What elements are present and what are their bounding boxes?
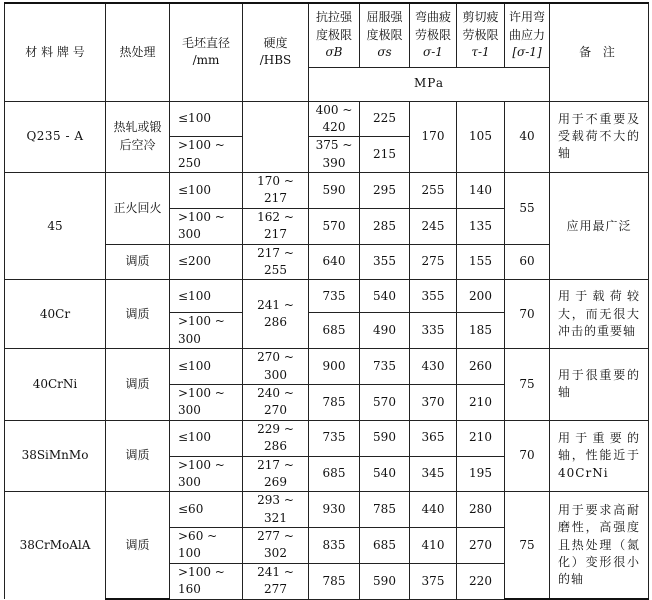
remark-45: 应用最广泛	[550, 173, 649, 280]
tensile-cell: 400 ~ 420	[309, 101, 360, 137]
allowable-cell: 60	[505, 244, 550, 280]
tensile-cell: 375 ~ 390	[309, 137, 360, 173]
diameter-cell: ≤100	[170, 173, 243, 209]
header-yield: 屈服强度极限 σs	[360, 3, 410, 67]
yield-cell: 735	[360, 349, 410, 385]
hardness-cell: 241 ~ 286	[243, 280, 309, 349]
heat-45-quench: 调质	[106, 244, 170, 280]
hardness-cell: 170 ~ 217	[243, 173, 309, 209]
hardness-cell: 270 ~ 300	[243, 349, 309, 385]
tensile-cell: 685	[309, 313, 360, 349]
bending-cell: 375	[410, 563, 457, 599]
remark-40cr: 用于载荷较大，而无很大冲击的重要轴	[550, 280, 649, 349]
hardness-cell: 217 ~ 269	[243, 456, 309, 492]
tensile-cell: 785	[309, 563, 360, 599]
hardness-cell: 277 ~ 302	[243, 528, 309, 564]
hardness-empty	[243, 101, 309, 173]
shear-cell: 210	[457, 420, 505, 456]
material-40crni: 40CrNi	[5, 349, 106, 421]
header-unit: MPa	[309, 67, 550, 101]
material-40cr: 40Cr	[5, 280, 106, 349]
yield-cell: 785	[360, 492, 410, 528]
material-45: 45	[5, 173, 106, 280]
yield-cell: 215	[360, 137, 410, 173]
shear-cell: 135	[457, 208, 505, 244]
tensile-cell: 785	[309, 384, 360, 420]
header-material: 材 料 牌 号	[5, 3, 106, 101]
diameter-cell: >100 ~ 250	[170, 137, 243, 173]
remark-38crmoala: 用于要求高耐磨性，高强度且热处理（氮化）变形很小的轴	[550, 492, 649, 599]
header-tensile: 抗拉强度极限 σB	[309, 3, 360, 67]
hardness-cell: 229 ~ 286	[243, 420, 309, 456]
yield-cell: 685	[360, 528, 410, 564]
shear-cell: 260	[457, 349, 505, 385]
bending-cell: 430	[410, 349, 457, 385]
hardness-cell: 162 ~ 217	[243, 208, 309, 244]
yield-cell: 355	[360, 244, 410, 280]
bending-cell: 345	[410, 456, 457, 492]
remark-38simnmo: 用于重要的轴，性能近于40CrNi	[550, 420, 649, 492]
yield-cell: 590	[360, 420, 410, 456]
yield-cell: 490	[360, 313, 410, 349]
shear-cell: 220	[457, 563, 505, 599]
material-38simnmo: 38SiMnMo	[5, 420, 106, 492]
header-hardness: 硬度 /HBS	[243, 3, 309, 101]
tensile-cell: 570	[309, 208, 360, 244]
header-shear: 剪切疲劳极限 τ-1	[457, 3, 505, 67]
tensile-cell: 835	[309, 528, 360, 564]
bending-cell: 365	[410, 420, 457, 456]
tensile-cell: 590	[309, 173, 360, 209]
shear-cell: 105	[457, 101, 505, 173]
hardness-cell: 293 ~ 321	[243, 492, 309, 528]
diameter-cell: ≤60	[170, 492, 243, 528]
bending-cell: 170	[410, 101, 457, 173]
bending-cell: 440	[410, 492, 457, 528]
bending-cell: 410	[410, 528, 457, 564]
shear-cell: 195	[457, 456, 505, 492]
yield-cell: 590	[360, 563, 410, 599]
bending-cell: 370	[410, 384, 457, 420]
shear-cell: 210	[457, 384, 505, 420]
hardness-cell: 241 ~ 277	[243, 563, 309, 599]
diameter-cell: >100 ~ 300	[170, 208, 243, 244]
remark-40crni: 用于很重要的轴	[550, 349, 649, 421]
bending-cell: 355	[410, 280, 457, 313]
diameter-cell: >100 ~ 300	[170, 456, 243, 492]
allowable-cell: 40	[505, 101, 550, 173]
diameter-cell: >100 ~ 160	[170, 563, 243, 599]
shear-cell: 140	[457, 173, 505, 209]
header-heat-treatment: 热处理	[106, 3, 170, 101]
heat-45-normalize: 正火回火	[106, 173, 170, 245]
heat-38crmoala: 调质	[106, 492, 170, 599]
tensile-cell: 735	[309, 420, 360, 456]
heat-40crni: 调质	[106, 349, 170, 421]
bending-cell: 245	[410, 208, 457, 244]
hardness-cell: 217 ~ 255	[243, 244, 309, 280]
allowable-cell: 55	[505, 173, 550, 245]
tensile-cell: 640	[309, 244, 360, 280]
yield-cell: 285	[360, 208, 410, 244]
allowable-cell: 70	[505, 280, 550, 349]
diameter-cell: ≤100	[170, 349, 243, 385]
yield-cell: 540	[360, 456, 410, 492]
shear-cell: 155	[457, 244, 505, 280]
allowable-cell: 75	[505, 349, 550, 421]
shear-cell: 280	[457, 492, 505, 528]
tensile-cell: 685	[309, 456, 360, 492]
tensile-cell: 930	[309, 492, 360, 528]
shaft-material-table	[4, 2, 649, 600]
bending-cell: 255	[410, 173, 457, 209]
allowable-cell: 75	[505, 492, 550, 599]
header-remarks: 备 注	[550, 3, 649, 101]
diameter-cell: >60 ~ 100	[170, 528, 243, 564]
bending-cell: 275	[410, 244, 457, 280]
bending-cell: 335	[410, 313, 457, 349]
tensile-cell: 735	[309, 280, 360, 313]
shear-cell: 200	[457, 280, 505, 313]
diameter-cell: ≤100	[170, 420, 243, 456]
diameter-cell: ≤100	[170, 280, 243, 313]
header-bending: 弯曲疲劳极限 σ-1	[410, 3, 457, 67]
heat-38simnmo: 调质	[106, 420, 170, 492]
hardness-cell: 240 ~ 270	[243, 384, 309, 420]
heat-40cr: 调质	[106, 280, 170, 349]
diameter-cell: ≤200	[170, 244, 243, 280]
tensile-cell: 900	[309, 349, 360, 385]
shear-cell: 185	[457, 313, 505, 349]
header-blank-diameter: 毛坯直径 /mm	[170, 3, 243, 101]
yield-cell: 295	[360, 173, 410, 209]
diameter-cell: >100 ~ 300	[170, 384, 243, 420]
allowable-cell: 70	[505, 420, 550, 492]
diameter-cell: ≤100	[170, 101, 243, 137]
yield-cell: 540	[360, 280, 410, 313]
header-allowable: 许用弯曲应力 [σ-1]	[505, 3, 550, 67]
material-38crmoala: 38CrMoAlA	[5, 492, 106, 599]
heat-q235a: 热轧或锻后空冷	[106, 101, 170, 173]
yield-cell: 225	[360, 101, 410, 137]
remark-q235a: 用于不重要及受载荷不大的轴	[550, 101, 649, 173]
diameter-cell: >100 ~ 300	[170, 313, 243, 349]
yield-cell: 570	[360, 384, 410, 420]
shear-cell: 270	[457, 528, 505, 564]
material-q235a: Q235 - A	[5, 101, 106, 173]
